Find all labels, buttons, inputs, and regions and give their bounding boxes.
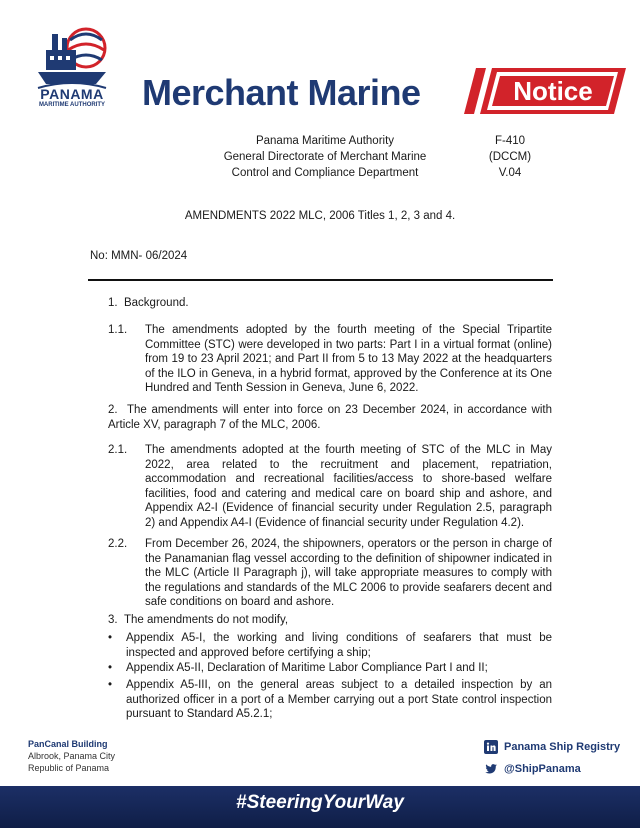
social-links: [484, 736, 620, 780]
paragraph-1-1: [108, 323, 552, 396]
bullet-icon: •: [108, 662, 113, 674]
divider: [88, 279, 553, 281]
issuer-line: General Directorate of Merchant Marine: [223, 151, 427, 163]
form-code-line: V.04: [498, 167, 522, 179]
paragraph-2-1: [108, 443, 552, 530]
footer-address: [28, 738, 115, 774]
linkedin-icon: [484, 740, 498, 754]
address-line: Albrook, Panama City: [28, 751, 116, 761]
paragraph-text: The amendments adopted at the fourth meeting of STC of the MLC in May 2022, area related to the recruitment and placement, repatriation, accommodation and recreational facilities/access to shore-based welfare facilities, food and catering and medical care on board ship and ashore, and Appendix A2-I (Evidence of financial security under Regulation 2.5, paragraph 2) and Appendix A4-I (Evidence of financial security under Regulation 4.2).: [145, 444, 552, 529]
bullet-icon: •: [108, 679, 113, 691]
footer-hashtag: #SteeringYourWay: [236, 792, 404, 813]
paragraph-text: The amendments adopted by the fourth meeting of the Special Tripartite Committee (STC) were developed in two parts: Part I in a virtual format (online) from 19 to 23 April 2021; and Part II from 5 to 13 May 2022 at the headquarters of the ILO in Geneva, in a hybrid format, approved by the Conference at its One Hundred and Tenth Session in Geneva, June 6, 2022.: [145, 324, 552, 394]
banner-title: Merchant Marine: [142, 72, 421, 113]
list-item-text: Appendix A5-III, on the general areas subject to a detailed inspection by an authorized officer in a port of a Member carrying out a port State control inspection pursuant to Standard A5.2.1;: [126, 679, 552, 720]
paragraph-number: 2.2.: [108, 538, 128, 550]
paragraph-number: 2.1.: [108, 444, 128, 456]
logo-name: PANAMA: [40, 86, 104, 102]
notice-subject: AMENDMENTS 2022 MLC, 2006 Titles 1, 2, 3 and 4.: [184, 210, 456, 222]
linkedin-label: Panama Ship Registry: [504, 741, 621, 753]
notice-number: No: MMN- 06/2024: [90, 250, 188, 262]
list-item-text: Appendix A5-I, the working and living conditions of seafarers that must be inspected and approved before certifying a ship;: [126, 632, 552, 659]
issuer-line: Control and Compliance Department: [231, 167, 419, 179]
logo-subtitle: MARITIME AUTHORITY: [38, 102, 106, 108]
paragraph-2-2: [108, 537, 552, 610]
section-2: [108, 403, 552, 432]
paragraph-text: From December 26, 2024, the shipowners, operators or the person in charge of the Panamanian flag vessel according to the definition of shipowner indicated in the MLC (Article II Paragraph j), will take appropriate measures to comply with the regulations and standards of the MLC 2006 to provide seafarers decent and safe conditions on board and ashore.: [145, 538, 552, 608]
section-heading: 3. The amendments do not modify,: [108, 614, 289, 626]
paragraph-number: 1.1.: [108, 324, 128, 336]
twitter-label: @ShipPanama: [504, 763, 581, 775]
form-code-block: [480, 133, 540, 181]
twitter-icon: [484, 762, 498, 776]
section-text: 2. The amendments will enter into force on 23 December 2024, in accordance with Article XV, paragraph 7 of the MLC, 2006.: [108, 404, 552, 431]
twitter-link[interactable]: [484, 758, 620, 780]
section-heading: 1. Background.: [108, 297, 189, 309]
issuer-line: Panama Maritime Authority: [255, 135, 395, 147]
form-code-line: (DCCM): [488, 151, 532, 163]
building-name: PanCanal Building: [28, 739, 108, 749]
address-line: Republic of Panama: [28, 763, 110, 773]
issuer-block: [200, 133, 450, 181]
list-item: [108, 661, 552, 676]
logo-caption: [30, 86, 114, 108]
list-item: [108, 678, 552, 722]
bullet-icon: •: [108, 632, 113, 644]
form-code-line: F-410: [494, 135, 526, 147]
notice-badge: [460, 68, 626, 114]
linkedin-link[interactable]: [484, 736, 620, 758]
list-item-text: Appendix A5-II, Declaration of Maritime Labor Compliance Part I and II;: [126, 662, 488, 674]
list-item: [108, 631, 552, 660]
notice-label: Notice: [513, 76, 593, 106]
